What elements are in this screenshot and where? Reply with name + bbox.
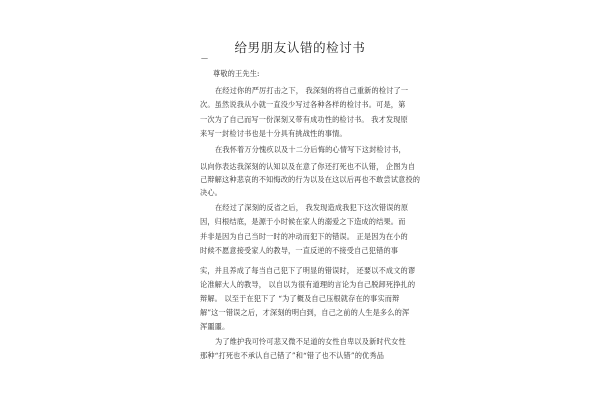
paragraph-line: 以向你表达我深刻的认知以及在意了你还打死也不认错， 企图为自 xyxy=(200,162,416,171)
paragraph-line: 因，归根结底，是源于小时候在家人的溺爱之下造成的结果。而 xyxy=(200,217,406,226)
paragraph-line: 时候不愿意接受家人的教导，一直反逆的不接受自己犯错的事 xyxy=(200,246,399,255)
salutation: 尊敬的王先生: xyxy=(213,69,260,78)
paragraph-line: 实，并且养成了每当自己犯下了明显的错误时， 还要以不成文的谬 xyxy=(200,266,416,275)
paragraph-line: 那种“打死也不承认自己错了”和“错了也不认错”的优秀品 xyxy=(200,351,385,360)
paragraph-line: 在我怀着万分愧疚以及十二分后悔的心情写下这封检讨书， xyxy=(215,145,406,154)
paragraph-line: 来写一封检讨书也是十分具有挑战性的事情。 xyxy=(200,129,347,138)
paragraph-line: 一次为了自己而写一份深刻又带有成功性的检讨书。 我才发现原 xyxy=(200,115,408,124)
paragraph-line: 在经过了深刻的反省之后， 我发现造成我犯下这次错误的原 xyxy=(215,203,409,212)
paragraph-line: 解”这一错误之后，才深刻的明白到，自己之前的人生是多么的浑 xyxy=(200,308,410,317)
paragraph-line: 并非是因为自己当时一时的冲动而犯下的错误。 正是因为在小的 xyxy=(200,232,408,241)
paragraph-line: 在经过你的严厉打击之下， 我深刻的将自己重新的检讨了一 xyxy=(215,86,409,95)
paragraph-line: 决心。 xyxy=(200,188,223,197)
paragraph-line: 己辩解这种悲哀的不知悔改的行为以及在这以后再也不敢尝试意投的 xyxy=(200,175,421,184)
paragraph-line: 辩解。 以至于在犯下了 “为了概及自己压根就存在的事实而辩 xyxy=(200,294,400,303)
paragraph-line: 为了维护我可怜可悲又微不足道的女性自卑以及新时代女性 xyxy=(215,337,406,346)
paragraph-line: 浑噩噩。 xyxy=(200,322,230,331)
dash-mark: — xyxy=(201,54,208,62)
paragraph-line: 次。虽然说我从小就一直没少写过各种各样的检讨书。可是，第 xyxy=(200,100,406,109)
document-title: 给男朋友认错的检讨书 xyxy=(234,40,366,55)
paragraph-line: 论准解大人的教导， 以自以为很有道理的言论为自己脱卸死挣扎的 xyxy=(200,280,416,289)
